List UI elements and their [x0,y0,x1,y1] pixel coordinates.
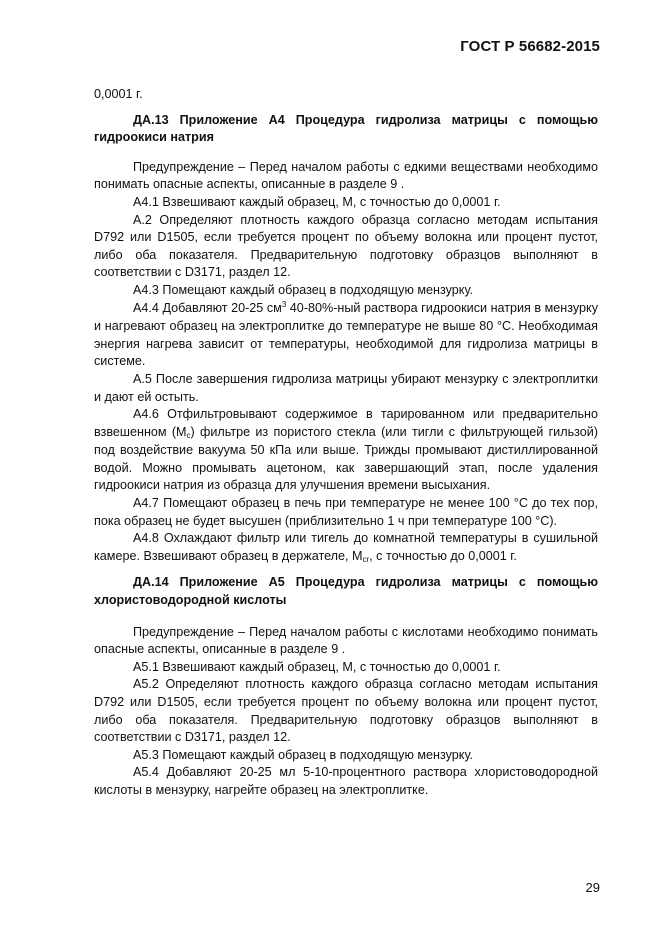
paragraph-a4-1: А4.1 Взвешивают каждый образец, M, с точностью до 0,0001 г. [133,194,501,209]
paragraph-a4-7: А4.7 Помещают образец в печь при температуре не менее 100 °С до тех пор, пока образец не будет высушен (приблизительно 1 ч при температуре 100 °С). [94,496,598,528]
page-body [94,86,598,800]
page-number: 29 [585,880,600,895]
lead-text: 0,0001 г. [94,87,143,101]
section-14-heading: ДА.14 Приложение А5 Процедура гидролиза матрицы с помощью хлористоводородной кислоты [94,575,598,608]
paragraph-a4-6: А4.6 Отфильтровывают содержимое в тарированном или предварительно взвешенном $(M_c)$ фильтре из пористого стекла (или тигли с фильтрующей гильзой) под воздействие вакуума 50 кПа или выше. Трижды промывают дистиллированной водой. Можно промывать ацетоном, как завершающий этап, после удаления гидроокиси натрия из образца для улучшения времени высыхания. [94,407,598,493]
paragraph-a4-4: А4.4 Добавляют 20-25 $см^3$ 40-80%-ный раствора гидроокиси натрия в мензурку и нагревают образец на электроплитке до температуре не выше 80 °С. Необходимая энергия нагрева зависит от температуры, необходимой для гидролиза матрицы в системе. [94,299,598,369]
section-13-heading: ДА.13 Приложение А4 Процедура гидролиза матрицы с помощью гидроокиси натрия [94,112,598,145]
paragraph-a5-2: А5.2 Определяют плотность каждого образца согласно методам испытания D792 или D1505, если требуется процент по объему волокна или процент пустот, либо оба показателя. Предварительную подготовку образцов выполняют в соответствии с D3171, раздел 12. [94,677,598,745]
section-13-warning: Предупреждение – Перед началом работы с едкими веществами необходимо понимать опасные аспекты, описанные в разделе 9 . [94,159,598,192]
paragraph-a4-3: А4.3 Помещают каждый образец в подходящую мензурку. [133,282,473,297]
section-14-warning: Предупреждение – Перед началом работы с кислотами необходимо понимать опасные аспекты, описанные в разделе 9 . [94,624,598,657]
paragraph-a5-4: А5.4 Добавляют 20-25 мл 5-10-процентного раствора хлористоводородной кислоты в мензурку, нагрейте образец на электроплитке. [94,765,598,797]
document-header: ГОСТ Р 56682-2015 [460,38,600,55]
paragraph-a4-2: А.2 Определяют плотность каждого образца согласно методам испытания D792 или D1505, если требуется процент по объему волокна или процент пустот, либо оба показателя. Предварительную подготовку образцов выполняют в соответствии с D3171, раздел 12. [94,212,598,280]
paragraph-a5-1: А5.1 Взвешивают каждый образец, M, с точностью до 0,0001 г. [133,659,501,674]
paragraph-a5: А.5 После завершения гидролиза матрицы убирают мензурку с электроплитки и дают ей остыть. [94,371,598,404]
paragraph-a5-3: А5.3 Помещают каждый образец в подходящую мензурку. [133,747,473,762]
paragraph-a4-8: А4.8 Охлаждают фильтр или тигель до комнатной температуры в сушильной камере. Взвешивают образец в держателе, $M_{cr}$, с точностью до 0,0001 г. [94,531,598,564]
